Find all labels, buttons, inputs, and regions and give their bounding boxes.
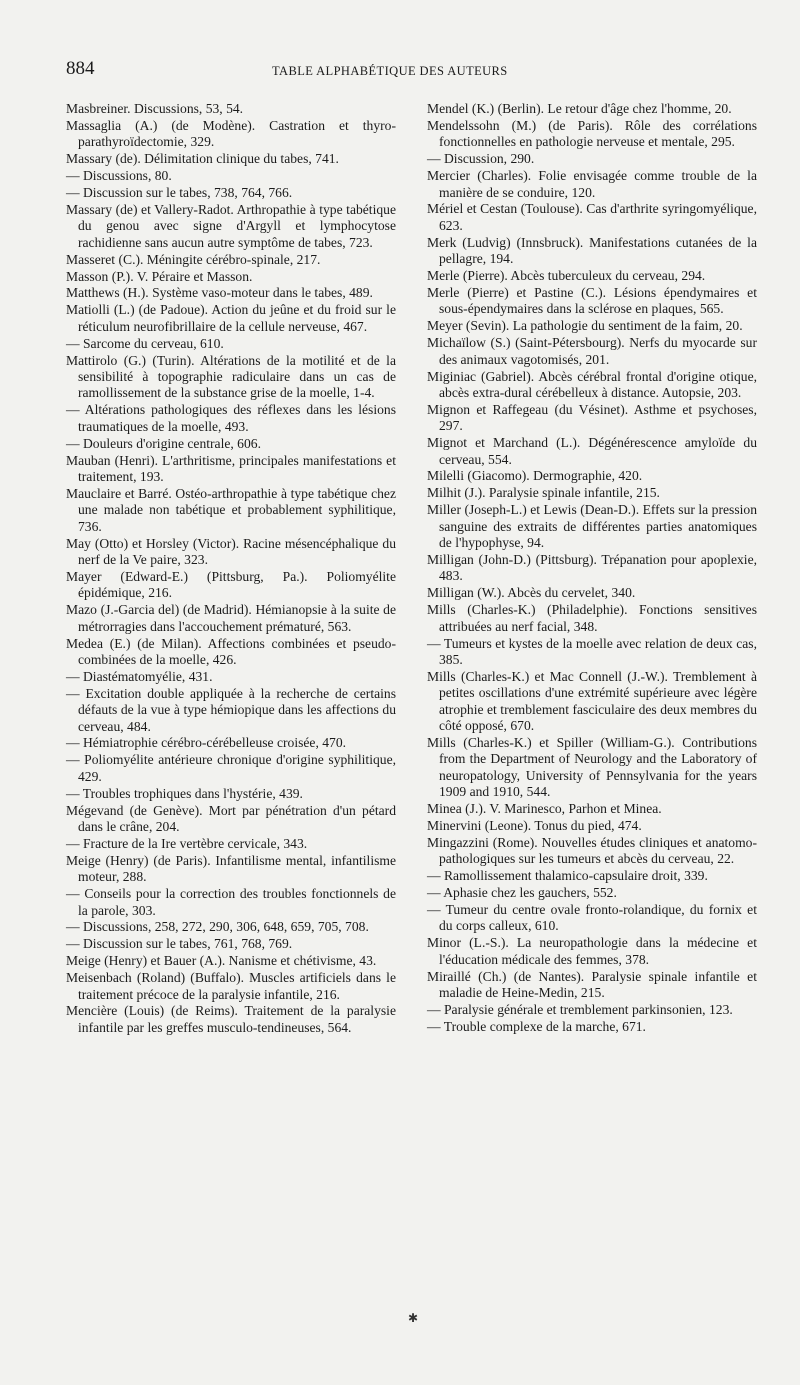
index-entry: — Excitation double appliquée à la recherche de certains défauts de la vue à type hémiopique dans les affections du cerveau, 484. [66,685,396,734]
index-entry: Mignon et Raffegeau (du Vésinet). Asthme et psychoses, 297. [427,401,757,434]
index-entry: Mayer (Edward-E.) (Pittsburg, Pa.). Poliomyélite épidémique, 216. [66,568,396,601]
index-entry: Milelli (Giacomo). Dermographie, 420. [427,468,643,484]
index-entry: Meige (Henry) et Bauer (A.). Nanisme et chétivisme, 43. [66,953,377,969]
index-entry: Mendelssohn (M.) (de Paris). Rôle des corrélations fonctionnelles en pathologie nerveuse et mentale, 295. [427,117,757,150]
index-entry: Mills (Charles-K.) et Mac Connell (J.-W.). Tremblement à petites oscillations d'une extrémité supérieure avec légère atrophie et tremblement fasciculaire des deux membres du côté opposé, 670. [427,668,757,734]
index-entry: Milligan (John-D.) (Pittsburg). Trépanation pour apoplexie, 483. [427,551,757,584]
index-entry: Mériel et Cestan (Toulouse). Cas d'arthrite syringomyélique, 623. [427,201,757,233]
index-entry: Merle (Pierre). Abcès tuberculeux du cerveau, 294. [427,268,706,284]
index-entry: Merk (Ludvig) (Innsbruck). Manifestations cutanées de la pellagre, 194. [427,234,757,267]
index-entry: Masbreiner. Discussions, 53, 54. [66,101,244,116]
index-entry: Meisenbach (Roland) (Buffalo). Muscles artificiels dans le traitement précoce de la paralysie infantile, 216. [66,970,396,1002]
index-entry: — Altérations pathologiques des réflexes dans les lésions traumatiques de la moelle, 493. [66,402,396,434]
index-entry: Meige (Henry) (de Paris). Infantilisme mental, infantilisme moteur, 288. [66,852,396,885]
index-entry: Masson (P.). V. Péraire et Masson. [66,268,253,284]
index-entry: Masseret (C.). Méningite cérébro-spinale, 217. [66,251,321,267]
left-column [66,101,396,1037]
index-entry: Mattirolo (G.) (Turin). Altérations de la motilité et de la sensibilité à topographie radiculaire dans un cas de ramollissement de la substance grise de la moelle, 1-4. [66,352,396,401]
index-entry: — Discussion sur le tabes, 761, 768, 769. [66,936,293,952]
index-entry: Matthews (H.). Système vaso-moteur dans le tabes, 489. [66,285,373,301]
index-entry: Merle (Pierre) et Pastine (C.). Lésions épendymaires et sous-épendymaires dans la sclérose en plaques, 565. [427,284,757,317]
index-entry: Matiolli (L.) (de Padoue). Action du jeûne et du froid sur le réticulum neurofibrillaire de la cellule nerveuse, 467. [66,302,396,334]
index-entry: — Douleurs d'origine centrale, 606. [66,435,261,451]
running-title: TABLE ALPHABÉTIQUE DES AUTEURS [272,64,508,78]
index-entry: Massaglia (A.) (de Modène). Castration et thyro-parathyroïdectomie, 329. [66,117,396,150]
index-entry: Mercier (Charles). Folie envisagée comme trouble de la manière de se conduire, 120. [427,168,757,200]
index-entry: — Tumeurs et kystes de la moelle avec relation de deux cas, 385. [427,635,757,667]
index-entry: — Poliomyélite antérieure chronique d'origine syphilitique, 429. [66,752,396,784]
index-entry: — Discussion sur le tabes, 738, 764, 766. [66,185,293,201]
index-entry: Mencière (Louis) (de Reims). Traitement de la paralysie infantile par les greffes musculo-tendineuses, 564. [66,1003,396,1035]
index-entry: — Trouble complexe de la marche, 671. [427,1018,646,1034]
right-column [427,101,757,1036]
index-entry: Meyer (Sevin). La pathologie du sentiment de la faim, 20. [427,318,743,334]
index-entry: Miginiac (Gabriel). Abcès cérébral frontal d'origine otique, abcès extra-dural cérébelleux à distance. Autopsie, 203. [427,368,757,400]
index-entry: — Tumeur du centre ovale fronto-rolandique, du fornix et du corps calleux, 610. [427,902,757,934]
page-number: 884 [66,58,95,79]
index-entry: Milhit (J.). Paralysie spinale infantile, 215. [427,485,660,501]
index-entry: — Diastématomyélie, 431. [66,668,213,684]
index-entry: Mills (Charles-K.) (Philadelphie). Fonctions sensitives attribuées au nerf facial, 348. [427,602,757,634]
index-entry: Mills (Charles-K.) et Spiller (William-G.). Contributions from the Department of Neurology and the Laboratory of neuropatology, University of Pennsylvania for the years 1909 and 1910, 544. [427,734,757,800]
index-entry: Massary (de) et Vallery-Radot. Arthropathie à type tabétique du genou avec signe d'Argyll et lymphocytose rachidienne sans aucun autre symptôme de tabes, 723. [66,201,396,250]
index-entry: Mazo (J.-Garcia del) (de Madrid). Hémianopsie à la suite de métrorragies dans l'accouchement prématuré, 563. [66,602,396,634]
index-entry: — Sarcome du cerveau, 610. [66,335,224,351]
index-entry: Mendel (K.) (Berlin). Le retour d'âge chez l'homme, 20. [427,101,732,116]
index-entry: — Conseils pour la correction des troubles fonctionnels de la parole, 303. [66,886,396,918]
footer-ornament: ✱ [408,1311,419,1325]
index-entry: Mégevand (de Genève). Mort par pénétration d'un pétard dans le crâne, 204. [66,802,396,834]
index-entry: — Hémiatrophie cérébro-cérébelleuse croisée, 470. [66,735,347,751]
index-entry: Medea (E.) (de Milan). Affections combinées et pseudo-combinées de la moelle, 426. [66,635,396,667]
index-entry: Minea (J.). V. Marinesco, Parhon et Minea. [427,801,662,817]
index-entry: Mignot et Marchand (L.). Dégénérescence amyloïde du cerveau, 554. [427,435,757,467]
index-entry: — Aphasie chez les gauchers, 552. [427,885,617,901]
index-entry: — Fracture de la Ire vertèbre cervicale, 343. [66,835,308,851]
index-entry: Mingazzini (Rome). Nouvelles études cliniques et anatomo-pathologiques sur les tumeurs et abcès du cerveau, 22. [427,834,757,867]
index-entry: May (Otto) et Horsley (Victor). Racine mésencéphalique du nerf de la Ve paire, 323. [66,535,396,567]
index-entry: Minor (L.-S.). La neuropathologie dans la médecine et l'éducation médicale des femmes, 378. [427,935,757,967]
index-entry: Miller (Joseph-L.) et Lewis (Dean-D.). Effets sur la pression sanguine des extraits de différentes parties anatomiques de l'hypophyse, 94. [427,502,757,551]
index-entry: Milligan (W.). Abcès du cervelet, 340. [427,585,636,601]
index-entry: — Ramollissement thalamico-capsulaire droit, 339. [427,868,708,884]
index-entry: — Discussions, 258, 272, 290, 306, 648, 659, 705, 708. [66,919,369,935]
index-entry: Michaïlow (S.) (Saint-Pétersbourg). Nerfs du myocarde sur des animaux vagotomisés, 201. [427,335,757,367]
index-entry: — Discussions, 80. [66,168,172,184]
index-entry: Miraillé (Ch.) (de Nantes). Paralysie spinale infantile et maladie de Heine-Medin, 215. [427,968,757,1001]
index-entry: Mauclaire et Barré. Ostéo-arthropathie à type tabétique chez une malade non tabétique et probablement syphilitique, 736. [66,485,396,534]
index-entry: Mauban (Henri). L'arthritisme, principales manifestations et traitement, 193. [66,452,396,484]
index-entry: Massary (de). Délimitation clinique du tabes, 741. [66,151,339,167]
index-entry: Minervini (Leone). Tonus du pied, 474. [427,817,642,833]
index-entry: — Discussion, 290. [427,151,535,167]
index-entry: — Troubles trophiques dans l'hystérie, 439. [66,785,303,801]
index-entry: — Paralysie générale et tremblement parkinsonien, 123. [427,1001,733,1017]
